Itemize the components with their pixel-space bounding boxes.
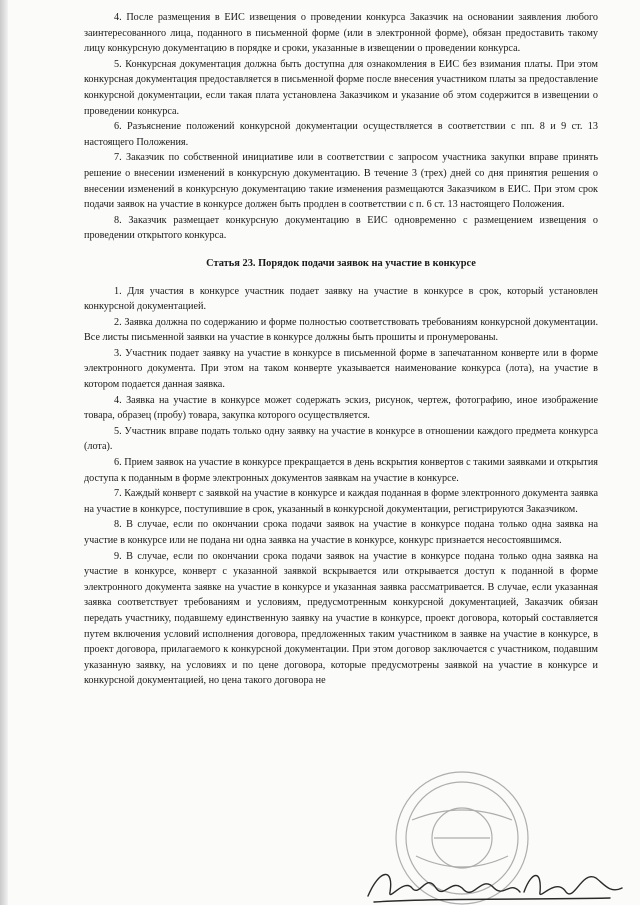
paragraph: 4. Заявка на участие в конкурсе может содержать эскиз, рисунок, чертеж, фотографию, иное изображение товара, образец (пробу) товара, закупка которого осуществляется. — [84, 394, 598, 422]
paragraph: 7. Заказчик по собственной инициативе или в соответствии с запросом участника закупки вправе принять решение о внесении изменений в конкурсную документацию. В течение 3 (трех) дней со дня принятия решения о внесении изменений в конкурсную документацию такие изменения размещаются Заказчиком в ЕИС. При этом срок подачи заявок на участие в конкурсе должен быть продлен в соответствии с п. 6 ст. 13 настоящего Положения. — [84, 152, 598, 211]
paragraph: 8. В случае, если по окончании срока подачи заявок на участие в конкурсе подана только одна заявка на участие в конкурсе или не подана ни одна заявка на участие в конкурсе, конкурс признается несостоявшимся. — [84, 519, 598, 546]
paragraph: 3. Участник подает заявку на участие в конкурсе в письменной форме в запечатанном конверте или в форме электронного документа. При этом на таком конверте указывается наименование конкурса (лота), на участие в котором подается данная заявка. — [84, 347, 598, 391]
paragraph: 5. Участник вправе подать только одну заявку на участие в конкурсе в отношении каждого предмета конкурса (лота). — [84, 425, 598, 453]
paragraph: 4. После размещения в ЕИС извещения о проведении конкурса Заказчик на основании заявления любого заинтересованного лица, поданного в письменной форме (или в электронной форме), обязан предоставить такому лицу конкурсную документацию в порядке и сроки, указанные в извещении о проведении конкурса. — [84, 12, 598, 55]
paragraph: 8. Заказчик размещает конкурсную документацию в ЕИС одновременно с размещением извещения о проведении открытого конкурса. — [84, 214, 598, 242]
paragraph: 5. Конкурсная документация должна быть доступна для ознакомления в ЕИС без взимания платы. При этом конкурсная документация предоставляется в письменной форме после внесения участником платы за предоставление конкурсной документации, если такая плата установлена Заказчиком и указание об этом содержится в извещении о проведении конкурса. — [84, 58, 598, 117]
document-body — [84, 10, 598, 689]
paragraph: 9. В случае, если по окончании срока подачи заявок на участие в конкурсе подана только одна заявка на участие в конкурсе, конверт с указанной заявкой вскрывается или открывается доступ к поданной в форме электронного документа заявке на участие в конкурсе и указанная заявка рассматривается. В случае, если указанная заявка соответствует требованиям и условиям, предусмотренным конкурсной документацией, Заказчик обязан передать участнику, подавшему единственную заявку на участие в конкурсе, проект договора, который составляется путем включения условий исполнения договора, предложенных таким участником в заявке на участие в конкурсе, в проект договора, прилагаемого к конкурсной документации. При этом договор заключается с участником, подавшим указанную заявку, на условиях и по цене договора, которые предусмотрены заявкой на участие в конкурсе и конкурсной документацией, но цена такого договора не — [84, 550, 598, 687]
paragraph: 7. Каждый конверт с заявкой на участие в конкурсе и каждая поданная в форме электронного документа заявка на участие в конкурсе, поступившие в срок, указанный в конкурсной документации, регистрируются Заказчиком. — [84, 488, 598, 515]
handwritten-signature — [360, 858, 630, 905]
paragraph: 2. Заявка должна по содержанию и форме полностью соответствовать требованиям конкурсной документации. Все листы письменной заявки на участие в конкурсе должны быть прошиты и пронумерованы. — [84, 316, 598, 344]
scan-edge-shadow — [0, 0, 8, 905]
article-heading: Статья 23. Порядок подачи заявок на участие в конкурсе — [206, 257, 476, 269]
paragraph: 6. Прием заявок на участие в конкурсе прекращается в день вскрытия конвертов с такими заявками и открытия доступа к поданным в форме электронных документов заявкам на участие в конкурсе. — [84, 457, 598, 484]
paragraph: 6. Разъяснение положений конкурсной документации осуществляется в соответствии с пп. 8 и 9 ст. 13 настоящего Положения. — [84, 121, 598, 148]
paragraph: 1. Для участия в конкурсе участник подает заявку на участие в конкурсе в срок, который установлен конкурсной документацией. — [84, 285, 598, 313]
